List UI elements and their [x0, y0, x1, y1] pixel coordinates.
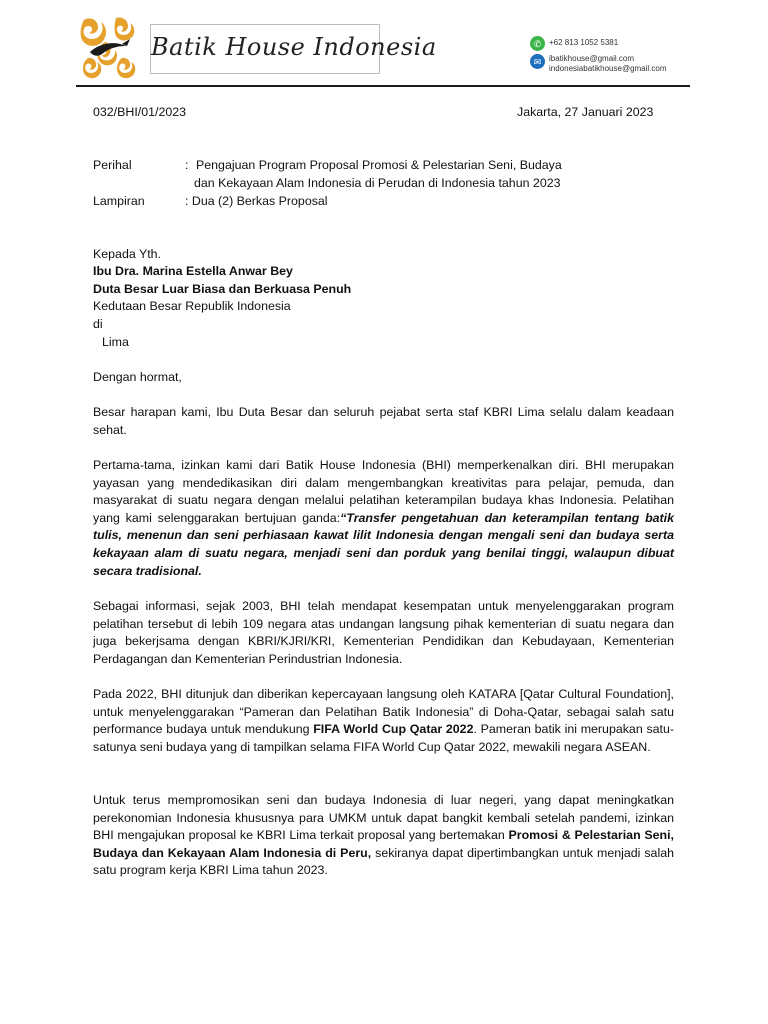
paragraph-5-text-a: Untuk terus mempromosikan seni dan budaya Indonesia di luar negeri, yang dapat meningkatkan perekonomian Indonesia khususnya para UMKM untuk dapat bangkit kembali setelah pandemi, izinkan BHI mengajukan proposal ke KBRI Lima terkait proposal yang bertemakan	[93, 793, 674, 843]
recipient-di: di	[93, 317, 103, 331]
letter-number: 032/BHI/01/2023	[93, 105, 187, 119]
letterhead-divider	[76, 85, 690, 87]
letterhead	[76, 12, 691, 88]
paragraph-5-highlight: Promosi & Pelestarian Seni, Budaya dan Kekayaan Alam Indonesia di Peru,	[93, 828, 674, 860]
whatsapp-icon: ✆	[530, 36, 545, 51]
email-address-2: indonesiabatikhouse@gmail.com	[549, 64, 667, 73]
paragraph-4-text-c: . Pameran batik ini merupakan satu-satunya seni budaya yang di tampilkan selama FIFA World Cup Qatar 2022, mewakili negara ASEAN.	[93, 722, 674, 754]
email-icon: ✉	[530, 54, 545, 69]
lampiran-value: : Dua (2) Berkas Proposal	[185, 194, 328, 208]
recipient-intro: Kepada Yth.	[93, 247, 161, 261]
brand-name-box	[150, 24, 437, 74]
paragraph-1: Besar harapan kami, Ibu Duta Besar dan seluruh pejabat serta staf KBRI Lima selalu dalam keadaan sehat.	[93, 405, 674, 437]
greeting: Dengan hormat,	[93, 370, 182, 384]
letter-date: Jakarta, 27 Januari 2023	[517, 105, 654, 119]
paragraph-2-text: Pertama-tama, izinkan kami dari Batik House Indonesia (BHI) memperkenalkan diri. BHI merupakan yayasan yang mendedikasikan diri dalam mengembangkan kreativitas para pelajar, pemuda, dan masyarakat di suatu negara dengan melalui pelatihan keterampilan budaya khas Indonesia. Pelatihan yang kami selenggarakan bertujuan ganda:	[93, 458, 674, 525]
recipient-name: Ibu Dra. Marina Estella Anwar Bey	[93, 264, 293, 278]
phone-row	[530, 36, 667, 51]
batik-logo-icon	[76, 14, 140, 84]
contact-info	[530, 36, 667, 77]
paragraph-4-highlight: FIFA World Cup Qatar 2022	[313, 722, 474, 737]
recipient-title: Duta Besar Luar Biasa dan Berkuasa Penuh	[93, 282, 352, 296]
perihal-label: Perihal	[93, 158, 132, 172]
email-row	[530, 54, 667, 74]
perihal-line-1: Pengajuan Program Proposal Promosi & Pelestarian Seni, Budaya	[196, 158, 562, 172]
phone-number: +62 813 1052 5381	[549, 38, 619, 47]
paragraph-3: Sebagai informasi, sejak 2003, BHI telah mendapat kesempatan untuk menyelenggarakan program pelatihan tersebut di lebih 109 negara atas undangan langsung pihak kementerian di suatu negara dan juga bekerjsama dengan KBRI/KJRI/KRI, Kementerian Pendidikan dan Kebudayaan, Kementerian Perdagangan dan Kementerian Perindustrian Indonesia.	[93, 599, 674, 666]
recipient-city: Lima	[102, 335, 129, 349]
lampiran-label: Lampiran	[93, 194, 145, 208]
brand-name: Batik House Indonesia	[151, 33, 437, 61]
perihal-separator: :	[185, 158, 189, 172]
paragraph-5	[93, 792, 674, 880]
email-address-1: ibatikhouse@gmail.com	[549, 54, 635, 63]
paragraph-5-text-c: sekiranya dapat dipertimbangkan untuk menjadi salah satu program kerja KBRI Lima tahun 2023.	[93, 845, 674, 878]
paragraph-2	[93, 457, 674, 580]
paragraph-4	[93, 686, 674, 756]
paragraph-4-text-a: Pada 2022, BHI ditunjuk dan diberikan kepercayaan langsung oleh KATARA [Qatar Cultural Foundation], untuk menyelenggarakan “Pameran dan Pelatihan Batik Indonesia” di Doha-Qatar, sebagai salah satu performance budaya untuk mendukung	[93, 687, 674, 737]
paragraph-2-quote: “Transfer pengetahuan dan keterampilan tentang batik tulis, menenun dan seni perhiasaan kawat lilit Indonesia dengan mengali seni dan budaya serta kekayaan alam di suatu negara, menjadi seni dan porduk yang benilai tinggi, walaupun dibuat secara tradisional.	[93, 510, 675, 578]
recipient-organization: Kedutaan Besar Republik Indonesia	[93, 299, 291, 313]
perihal-line-2: dan Kekayaan Alam Indonesia di Perudan di Indonesia tahun 2023	[194, 176, 561, 190]
